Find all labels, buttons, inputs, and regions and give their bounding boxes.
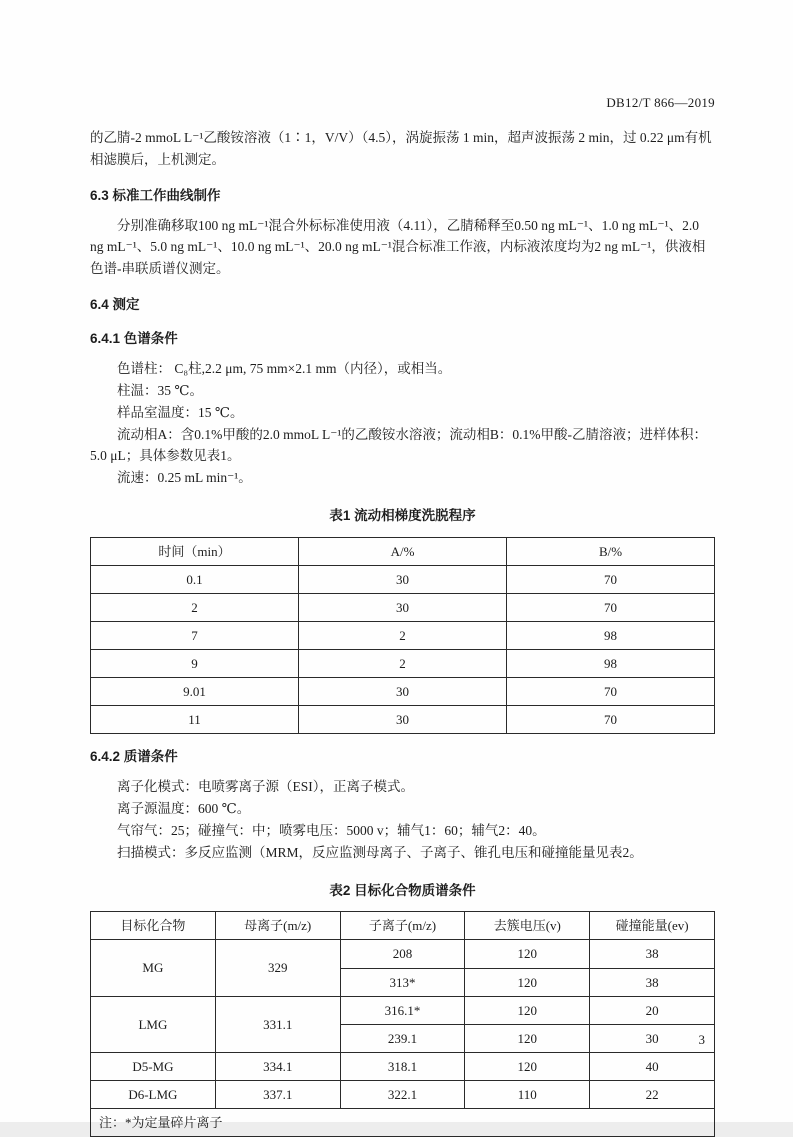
table-cell: 316.1* — [340, 996, 465, 1024]
table-cell-compound: D5-MG — [91, 1052, 216, 1080]
table-cell: 2 — [299, 622, 507, 650]
table-cell: 2 — [299, 650, 507, 678]
table-cell: 98 — [507, 650, 715, 678]
table1-header-time: 时间（min） — [91, 537, 299, 565]
table-row — [91, 622, 715, 650]
ms-condition-source-temp: 离子源温度：600 ℃。 — [117, 800, 251, 816]
table-row — [91, 706, 715, 734]
table-cell-compound: MG — [91, 940, 216, 996]
table2-header-declustering-voltage: 去簇电压(v) — [465, 912, 590, 940]
table1-header-a: A/% — [299, 537, 507, 565]
section-6-3-paragraph: 分别准确移取100 ng mL⁻¹混合外标标准使用液（4.11），乙腈稀释至0.50 ng mL⁻¹、1.0 ng mL⁻¹、2.0 ng mL⁻¹、5.0 ng mL⁻¹、10.0 ng mL⁻¹、20.0 ng mL⁻¹混合标准工作液，内标液浓度均为2 ng mL⁻¹，供液相色谱-串联质谱仪测定。 — [90, 217, 706, 277]
table-cell: 30 — [590, 1024, 715, 1052]
chromatography-condition-sample-temp: 样品室温度：15 ℃。 — [117, 404, 244, 420]
table-cell: 70 — [507, 706, 715, 734]
table1-gradient-elution — [90, 537, 715, 734]
table-cell-compound: LMG — [91, 996, 216, 1052]
doc-number: DB12/T 866—2019 — [606, 95, 715, 110]
table-cell: 9 — [91, 650, 299, 678]
table-cell: 70 — [507, 565, 715, 593]
table-cell: 70 — [507, 594, 715, 622]
table-cell: 40 — [590, 1052, 715, 1080]
chromatography-condition-column: 色谱柱： C₈柱,2.2 μm, 75 mm×2.1 mm（内径），或相当。 — [117, 360, 452, 376]
table-row — [91, 594, 715, 622]
section-6-4-1-heading: 6.4.1 色谱条件 — [90, 331, 178, 347]
table1-caption: 表1 流动相梯度洗脱程序 — [329, 508, 476, 524]
table-cell: 2 — [91, 594, 299, 622]
table-cell-parent: 329 — [215, 940, 340, 996]
table-cell: 70 — [507, 678, 715, 706]
intro-paragraph: 的乙腈-2 mmoL L⁻¹乙酸铵溶液（1∶1，V/V）（4.5），涡旋振荡 1 min，超声波振荡 2 min，过 0.22 μm有机相滤膜后，上机测定。 — [90, 130, 712, 167]
table-cell: 30 — [299, 594, 507, 622]
ms-condition-scan-mode: 扫描模式：多反应监测（MRM，反应监测母离子、子离子、锥孔电压和碰撞能量见表2。 — [117, 844, 643, 860]
table-cell: 239.1 — [340, 1024, 465, 1052]
table-cell: 7 — [91, 622, 299, 650]
table-cell: 11 — [91, 706, 299, 734]
table-cell: 313* — [340, 968, 465, 996]
table-row — [91, 678, 715, 706]
table2-header-parent-ion: 母离子(m/z) — [215, 912, 340, 940]
table-cell-parent: 331.1 — [215, 996, 340, 1052]
table-row — [91, 1108, 715, 1136]
table2-header-collision-energy: 碰撞能量(ev) — [590, 912, 715, 940]
table-cell: 110 — [465, 1080, 590, 1108]
table-cell: 98 — [507, 622, 715, 650]
table-cell-parent: 337.1 — [215, 1080, 340, 1108]
table-cell: 120 — [465, 968, 590, 996]
table-cell: 318.1 — [340, 1052, 465, 1080]
table-cell: 120 — [465, 1024, 590, 1052]
table-row — [91, 565, 715, 593]
table-cell: 38 — [590, 968, 715, 996]
ms-condition-ionization: 离子化模式：电喷雾离子源（ESI），正离子模式。 — [117, 779, 414, 795]
table2-note: 注：*为定量碎片离子 — [91, 1108, 715, 1136]
table-row — [91, 650, 715, 678]
ms-condition-gases: 气帘气：25；碰撞气：中；喷雾电压：5000 v；辅气1：60；辅气2：40。 — [117, 822, 546, 838]
table-cell: 120 — [465, 996, 590, 1024]
table-cell: 20 — [590, 996, 715, 1024]
table-cell-parent: 334.1 — [215, 1052, 340, 1080]
table2-header-row — [91, 912, 715, 940]
table-row — [91, 1052, 715, 1080]
table-cell: 0.1 — [91, 565, 299, 593]
table-row — [91, 1080, 715, 1108]
table2-ms-conditions — [90, 911, 715, 1136]
page-number: 3 — [698, 1031, 705, 1047]
table-cell: 30 — [299, 678, 507, 706]
section-6-3-heading: 6.3 标准工作曲线制作 — [90, 187, 221, 203]
chromatography-condition-mobile-phase: 流动相A：含0.1%甲酸的2.0 mmoL L⁻¹的乙酸铵水溶液；流动相B：0.1%甲酸-乙腈溶液；进样体积：5.0 μL；具体参数见表1。 — [90, 426, 708, 464]
section-6-4-heading: 6.4 测定 — [90, 297, 140, 313]
table-cell: 9.01 — [91, 678, 299, 706]
table2-caption: 表2 目标化合物质谱条件 — [329, 882, 476, 898]
table-cell: 30 — [299, 565, 507, 593]
table-cell: 120 — [465, 1052, 590, 1080]
table1-header-row — [91, 537, 715, 565]
table-cell: 322.1 — [340, 1080, 465, 1108]
chromatography-condition-flow-rate: 流速：0.25 mL min⁻¹。 — [117, 470, 252, 486]
table-cell: 30 — [299, 706, 507, 734]
table-cell: 208 — [340, 940, 465, 968]
table-row — [91, 996, 715, 1024]
section-6-4-2-heading: 6.4.2 质谱条件 — [90, 749, 178, 765]
table2-header-compound: 目标化合物 — [91, 912, 216, 940]
table1-header-b: B/% — [507, 537, 715, 565]
table-cell: 120 — [465, 940, 590, 968]
table2-header-daughter-ion: 子离子(m/z) — [340, 912, 465, 940]
table-cell: 22 — [590, 1080, 715, 1108]
table-row — [91, 940, 715, 968]
chromatography-condition-column-temp: 柱温：35 ℃。 — [117, 382, 203, 398]
table-cell-compound: D6-LMG — [91, 1080, 216, 1108]
table-cell: 38 — [590, 940, 715, 968]
